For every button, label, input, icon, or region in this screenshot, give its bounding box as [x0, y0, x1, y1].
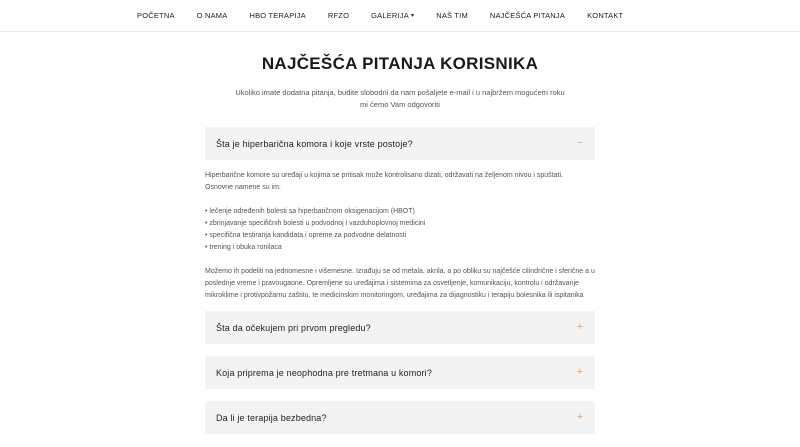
spacer: [205, 389, 595, 401]
faq-item: [205, 401, 595, 434]
faq-item: [205, 356, 595, 389]
faq-question: Šta je hiperbarična komora i koje vrste postoje?: [216, 138, 413, 149]
nav-o-nama[interactable]: [197, 11, 228, 20]
faq-question: Da li je terapija bezbedna?: [216, 412, 327, 423]
nav-label: GALERIJA: [371, 11, 409, 20]
plus-icon[interactable]: +: [576, 411, 583, 423]
nav-label: RFZO: [327, 11, 350, 20]
answer-intro: Hiperbarične komore su uređaji u kojima se pritisak može kontrolisano dizati, održavati na željenom nivou i spuštati.: [205, 172, 563, 179]
main-navigation: [0, 0, 800, 32]
nav-rfzo[interactable]: [328, 11, 349, 20]
faq-question-header[interactable]: [205, 356, 595, 389]
nav-label: O NAMA: [196, 11, 228, 20]
spacer: [205, 194, 595, 206]
faq-question: Koja priprema je neophodna pre tretmana u komori?: [216, 367, 432, 378]
caret-down-icon: ▾: [411, 13, 415, 19]
answer-lead: Osnovne namene su im:: [205, 184, 281, 191]
faq-question-header[interactable]: [205, 311, 595, 344]
minus-icon[interactable]: −: [576, 137, 583, 149]
faq-item: [205, 127, 595, 311]
spacer: [205, 254, 595, 266]
nav-pocetna[interactable]: [137, 11, 175, 20]
nav-label: KONTAKT: [587, 11, 624, 20]
faq-question-header[interactable]: [205, 401, 595, 434]
faq-question: Šta da očekujem pri prvom pregledu?: [216, 322, 371, 333]
nav-najcesca-pitanja[interactable]: [490, 11, 565, 20]
nav-label: NAJČEŠĆA PITANJA: [489, 11, 566, 20]
faq-section: [0, 54, 800, 434]
spacer: [205, 344, 595, 356]
nav-hbo-terapija[interactable]: [249, 11, 305, 20]
list-item: • zbrinjavanje specifičnih bolesti u podvodnoj i vazduhoplovnoj medicini: [205, 218, 595, 230]
plus-icon[interactable]: +: [576, 366, 583, 378]
nav-label: NAŠ TIM: [436, 11, 468, 20]
nav-galerija-dropdown[interactable]: [371, 11, 414, 20]
faq-answer: [205, 160, 595, 311]
faq-question-header[interactable]: [205, 127, 595, 160]
nav-label: HBO TERAPIJA: [249, 11, 306, 20]
faq-accordion: [205, 127, 595, 434]
nav-kontakt[interactable]: [587, 11, 623, 20]
page-title: NAJČEŠĆA PITANJA KORISNIKA: [261, 54, 539, 73]
nav-nas-tim[interactable]: [436, 11, 468, 20]
plus-icon[interactable]: +: [576, 321, 583, 333]
list-item: • lečenje određenih bolesti sa hiperbaričnom oksigenacijom (HBOT): [205, 206, 595, 218]
page-subtitle: Ukoliko imate dodatna pitanja, budite slobodni da nam pošaljete e-mail i u najbržem mogućem roku mi ćemo Vam odgovoriti: [235, 88, 565, 109]
faq-item: [205, 311, 595, 344]
answer-outro: Možemo ih podeliti na jednomesne i višemesne. Izrađuju se od metala, akrila, a po obliku su najčešće cilindrične i sferične a u poslednje vreme i pravougaone. Opremljene su uređajima i sistemima za osvetljenje, komunikaciju, kontrolu i održavanje mikroklime i protivpožarnu zaštitu, te medicinskim monitoringom, uređajima za dijagnostiku i terapiju bolesnika ili ispitanika: [205, 268, 595, 299]
answer-list: [205, 206, 595, 254]
list-item: • trening i obuka ronilaca: [205, 242, 595, 254]
nav-label: POČETNA: [137, 11, 175, 20]
list-item: • specifična testiranja kandidata i opreme za podvodne delatnosti: [205, 230, 595, 242]
